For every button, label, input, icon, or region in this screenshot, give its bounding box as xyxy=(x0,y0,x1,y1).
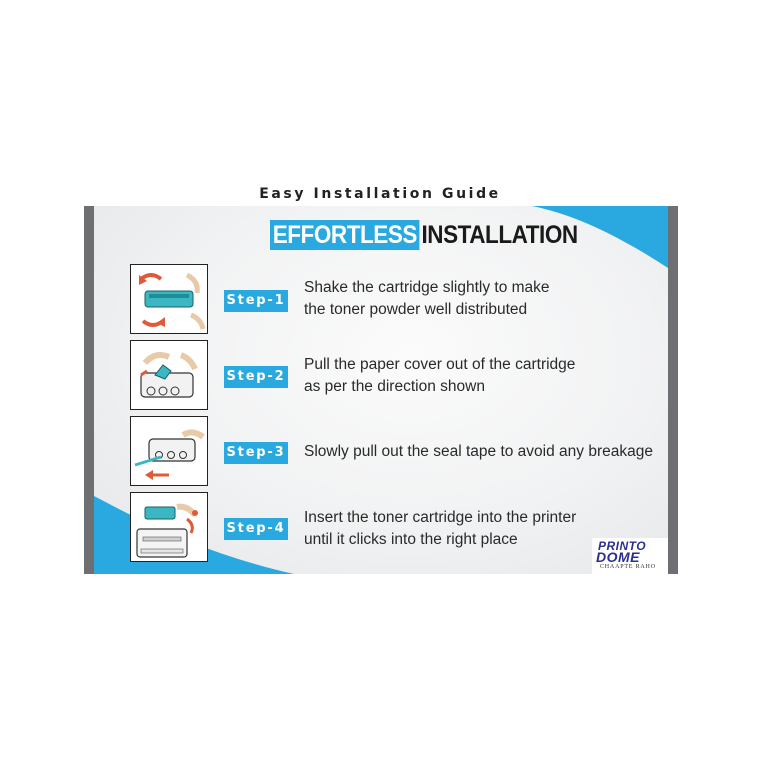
step-4-badge: Step-4 xyxy=(224,518,288,540)
headline-rest: INSTALLATION xyxy=(421,221,578,249)
step-1-line-1: Shake the cartridge slightly to make xyxy=(304,279,550,296)
step-2-text xyxy=(304,354,575,398)
guide-title: Easy Installation Guide xyxy=(259,186,501,202)
step-4-line-1: Insert the toner cartridge into the printer xyxy=(304,509,577,526)
logo-line-1: PRINTO xyxy=(598,539,647,553)
insert-into-printer-icon xyxy=(131,493,208,562)
logo-tagline: CHAAPTE RAHO xyxy=(600,564,656,570)
banner-background xyxy=(94,206,668,574)
step-1-line-2: the toner powder well distributed xyxy=(304,301,528,318)
step-1-text xyxy=(304,277,550,321)
logo-line-2: DOME xyxy=(596,549,640,565)
step-3-text xyxy=(304,441,653,463)
step-3-illustration xyxy=(130,416,208,486)
step-4-text xyxy=(304,507,576,551)
step-4-line-2: until it clicks into the right place xyxy=(304,531,518,548)
step-3-line-1: Slowly pull out the seal tape to avoid any breakage xyxy=(304,443,653,460)
step-2-line-2: as per the direction shown xyxy=(304,378,485,395)
step-1-badge: Step-1 xyxy=(224,290,288,312)
headline-highlight: EFFORTLESS xyxy=(270,220,420,250)
step-2-line-1: Pull the paper cover out of the cartridge xyxy=(304,356,576,373)
remove-cover-icon xyxy=(131,341,208,410)
step-3-badge: Step-3 xyxy=(224,442,288,464)
step-2-badge: Step-2 xyxy=(224,366,288,388)
installation-banner xyxy=(84,206,678,574)
headline xyxy=(270,220,578,250)
printodome-logo xyxy=(592,538,668,574)
pull-seal-tape-icon xyxy=(131,417,208,486)
step-2-illustration xyxy=(130,340,208,410)
step-4-illustration xyxy=(130,492,208,562)
step-1-illustration xyxy=(130,264,208,334)
shake-cartridge-icon xyxy=(131,265,208,334)
